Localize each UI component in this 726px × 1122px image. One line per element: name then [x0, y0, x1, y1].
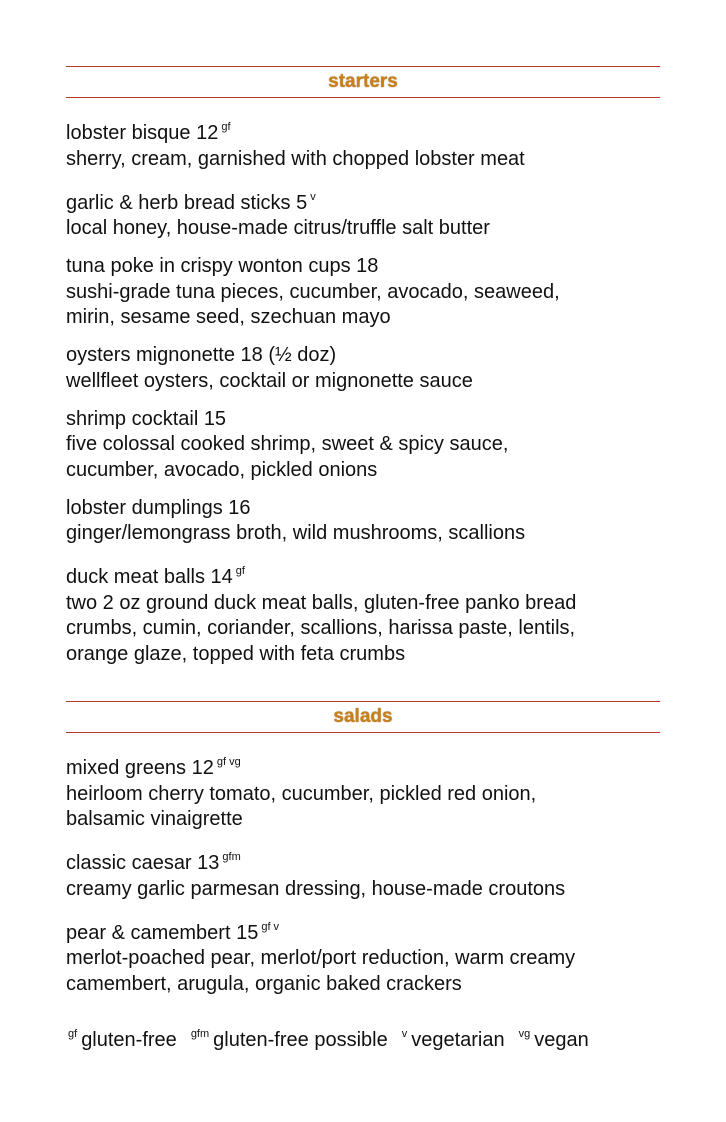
legend-label: vegetarian — [411, 1029, 505, 1051]
section-heading: salads — [66, 701, 660, 733]
legend-key: v — [401, 1028, 408, 1040]
section-starters — [66, 66, 660, 680]
item-list — [66, 115, 660, 667]
legend-key: gfm — [190, 1028, 210, 1040]
menu-item — [66, 915, 660, 998]
item-description: two 2 oz ground duck meat balls, gluten-free panko bread crumbs, cumin, coriander, scallions, harissa paste, lentils, orange glaze, topped with feta crumbs — [66, 591, 577, 665]
item-name: duck meat balls 14 — [66, 566, 233, 588]
dietary-tag: gf vg — [216, 756, 241, 768]
legend-key: vg — [518, 1028, 531, 1040]
menu-item — [66, 407, 660, 484]
menu-item — [66, 343, 660, 394]
menu-item — [66, 254, 660, 331]
menu-item — [66, 115, 660, 172]
item-name: classic caesar 13 — [66, 852, 220, 874]
section-salads — [66, 701, 660, 1010]
item-description: heirloom cherry tomato, cucumber, pickled red onion, balsamic vinaigrette — [66, 782, 537, 830]
item-description: sushi-grade tuna pieces, cucumber, avocado, seaweed, mirin, sesame seed, szechuan mayo — [66, 280, 560, 328]
item-name: lobster bisque 12 — [66, 122, 219, 144]
menu-item — [66, 185, 660, 242]
legend-key: gf — [68, 1028, 78, 1040]
item-description: ginger/lemongrass broth, wild mushrooms, scallions — [66, 522, 526, 544]
item-name: tuna poke in crispy wonton cups 18 — [66, 255, 379, 277]
menu-item — [66, 845, 660, 902]
dietary-tag: gfm — [222, 851, 241, 863]
legend-label: gluten-free possible — [213, 1029, 388, 1051]
menu-item — [66, 750, 660, 833]
item-name: shrimp cocktail 15 — [66, 407, 227, 430]
item-name: pear & camembert 15 — [66, 921, 259, 944]
dietary-tag: gf v — [261, 920, 280, 933]
legend-label: vegan — [534, 1029, 589, 1051]
dietary-legend — [68, 1028, 589, 1052]
item-description: creamy garlic parmesan dressing, house-made croutons — [66, 877, 566, 900]
section-heading: starters — [66, 66, 660, 98]
item-name: garlic & herb bread sticks 5 — [66, 191, 308, 214]
item-description: merlot-poached pear, merlot/port reduction, warm creamy camembert, arugula, organic baked crackers — [66, 947, 576, 995]
item-description: wellfleet oysters, cocktail or mignonette sauce — [66, 369, 473, 392]
dietary-tag: gf — [221, 121, 231, 133]
dietary-tag: gf — [235, 565, 245, 577]
item-list — [66, 750, 660, 997]
menu-item — [66, 559, 660, 667]
item-name: oysters mignonette 18 (½ doz) — [66, 344, 337, 366]
menu-item — [66, 496, 660, 547]
dietary-tag: v — [310, 190, 316, 203]
item-description: local honey, house-made citrus/truffle salt butter — [66, 217, 490, 239]
item-description: five colossal cooked shrimp, sweet & spicy sauce, cucumber, avocado, pickled onions — [66, 433, 509, 481]
item-name: mixed greens 12 — [66, 757, 214, 779]
legend-label: gluten-free — [81, 1029, 177, 1051]
item-name: lobster dumplings 16 — [66, 496, 251, 519]
item-description: sherry, cream, garnished with chopped lobster meat — [66, 147, 525, 170]
